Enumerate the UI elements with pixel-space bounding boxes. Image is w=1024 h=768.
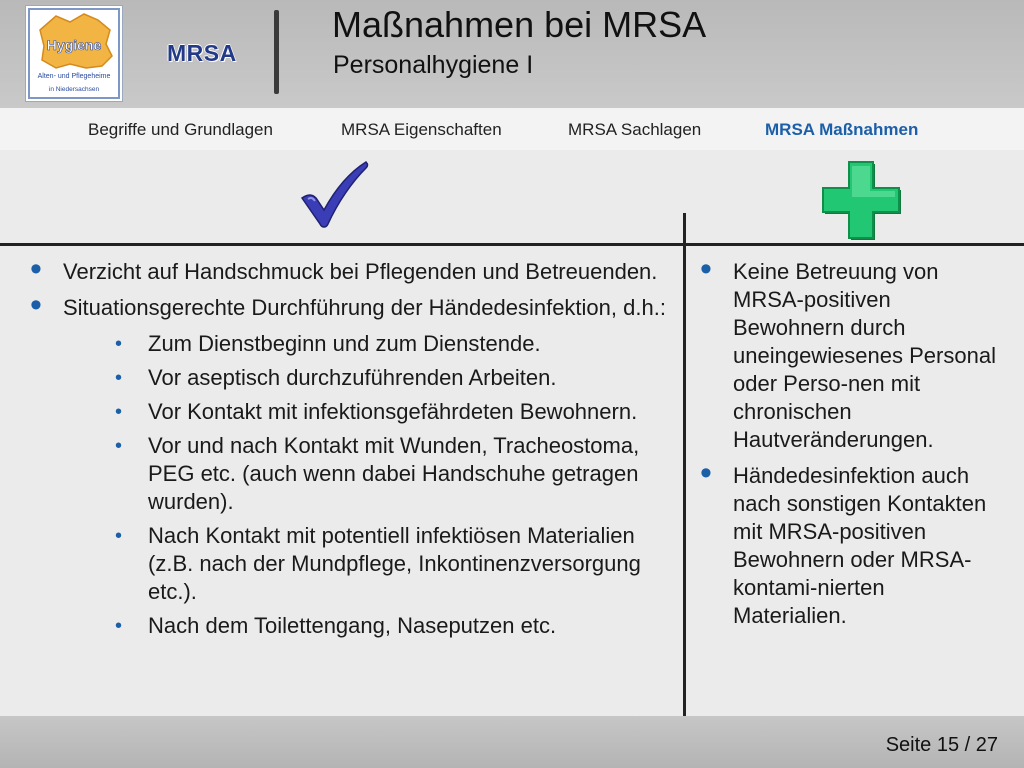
bullet-icon: • xyxy=(115,333,123,355)
logo-subtext: Alten- und Pflegeheime xyxy=(37,73,111,80)
sub-list-item: • Vor Kontakt mit infektionsgefährdeten Bewohnern. xyxy=(115,399,638,424)
sub-list-item: • Nach Kontakt mit potentiell infektiösen Materialien (z.B. nach der Mundpflege, Inkontinenzversorgung etc.). xyxy=(115,523,641,604)
bullet-icon: • xyxy=(115,367,123,389)
list-item: • Händedesinfektion auch nach sonstigen Kontakten mit MRSA-positiven Bewohnern oder MRSA-kontami-nierten Materialien. xyxy=(700,454,987,628)
bullet-icon: • xyxy=(115,401,123,423)
hygiene-logo xyxy=(25,5,123,102)
list-item: • Verzicht auf Handschmuck bei Pflegenden und Betreuenden. xyxy=(30,250,658,288)
header-bar xyxy=(0,0,1024,108)
nav-item-begriffe[interactable]: Begriffe und Grundlagen xyxy=(88,120,273,139)
sub-list-item: • Vor und nach Kontakt mit Wunden, Tracheostoma, PEG etc. (auch wenn dabei Handschuhe getragen wurden). xyxy=(115,433,640,514)
vertical-divider xyxy=(683,213,686,716)
right-column xyxy=(700,250,1000,638)
left-column xyxy=(30,250,670,646)
sub-list-item: • Zum Dienstbeginn und zum Dienstende. xyxy=(115,331,541,356)
sub-list xyxy=(115,330,670,640)
bullet-icon: • xyxy=(30,250,42,288)
list-item: • Situationsgerechte Durchführung der Händedesinfektion, d.h.: xyxy=(30,286,666,324)
section-nav xyxy=(0,108,1024,150)
list-item: • Keine Betreuung von MRSA-positiven Bewohnern durch uneingewiesenes Personal oder Perso-nen mit chronischen Hautveränderungen. xyxy=(700,250,996,452)
bullet-icon: • xyxy=(30,286,42,324)
nav-item-sachlagen[interactable]: MRSA Sachlagen xyxy=(568,120,702,139)
page-subtitle: Personalhygiene I xyxy=(333,51,534,79)
page-number: Seite 15 / 27 xyxy=(885,734,998,756)
green-cross-icon xyxy=(818,157,904,248)
nav-item-eigenschaften[interactable]: MRSA Eigenschaften xyxy=(341,120,502,139)
bullet-icon: • xyxy=(700,454,712,492)
footer-bar xyxy=(0,716,1024,768)
bullet-icon: • xyxy=(700,250,712,288)
nav-item-massnahmen[interactable]: MRSA Maßnahmen xyxy=(765,120,919,139)
horizontal-divider xyxy=(0,243,1024,246)
mrsa-tag: MRSA xyxy=(167,40,237,66)
logo-text: Hygiene xyxy=(46,37,102,53)
header-divider xyxy=(274,10,279,94)
bullet-icon: • xyxy=(115,525,123,547)
logo-region: in Niedersachsen xyxy=(48,86,100,93)
checkmark-icon xyxy=(296,158,372,239)
bullet-icon: • xyxy=(115,615,123,637)
bullet-icon: • xyxy=(115,435,123,457)
page-title: Maßnahmen bei MRSA xyxy=(332,4,707,45)
sub-list-item: • Vor aseptisch durchzuführenden Arbeiten. xyxy=(115,365,557,390)
sub-list-item: • Nach dem Toilettengang, Naseputzen etc. xyxy=(115,613,557,638)
